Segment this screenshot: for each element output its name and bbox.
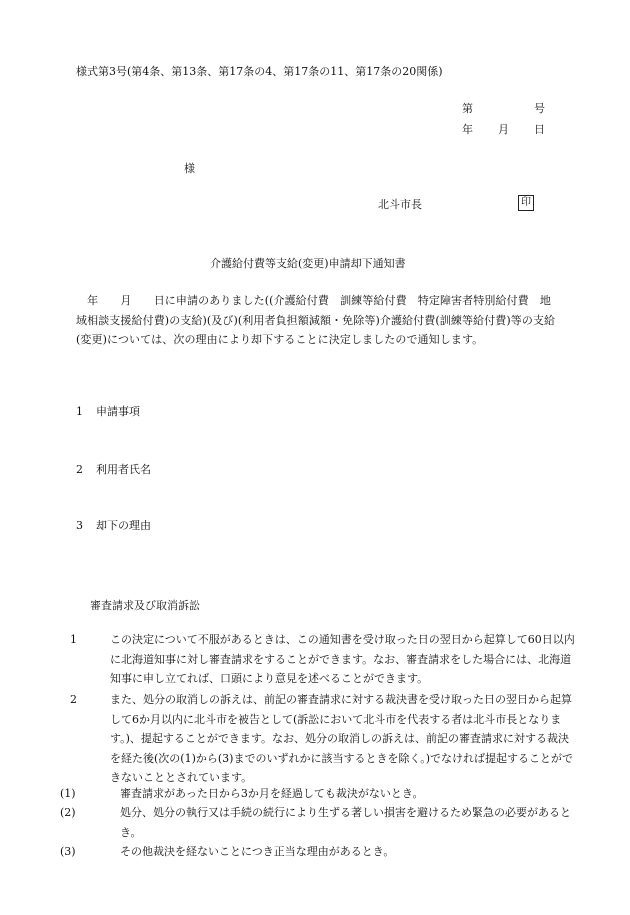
condition-1 xyxy=(60,784,586,804)
item-number: 3 xyxy=(76,519,83,532)
note-text: この決定について不服があるときは、この通知書を受け取った日の翌日から起算して60日以内に北海道知事に対し審査請求をすることができます。なお、審査請求をした場合には、北海道知事に申し立てれば、口頭により意見を述べることができます。 xyxy=(110,633,575,685)
document-number-prefix: 第 xyxy=(462,102,473,115)
appeal-note-2 xyxy=(70,690,576,788)
note-text: また、処分の取消しの訴えは、前記の審査請求に対する裁決書を受け取った日の翌日から起算して6か月以内に北斗市を被告として(訴訟において北斗市を代表する者は北斗市長となります。)、提起することができます。なお、処分の取消しの訴えは、前記の審査請求に対する裁決を経た後(次の(1)から(3)までのいずれかに該当するときを除く。)でなければ提起することができないこととされています。 xyxy=(110,693,574,784)
document-number-suffix: 号 xyxy=(534,102,545,115)
item-application-matter xyxy=(76,406,140,417)
item-number: 2 xyxy=(76,463,83,476)
item-rejection-reason xyxy=(76,520,151,531)
item-label: 申請事項 xyxy=(96,405,140,418)
item-user-name xyxy=(76,464,151,475)
intro-paragraph: 年 月 日に申請のありました((介護給付費 訓練等給付費 特定障害者特別給付費 地域相談支援給付費)の支給)(及び)(利用者負担額減額・免除等)介護給付費(訓練等給付費)等の支給(変更)については、次の理由により却下することに決定しましたので通知します。 xyxy=(76,294,556,346)
condition-text: その他裁決を経ないことにつき正当な理由があるとき。 xyxy=(120,845,395,858)
note-number: 1 xyxy=(70,633,77,646)
document-title: 介護給付費等支給(変更)申請却下通知書 xyxy=(210,257,406,270)
condition-number: (3) xyxy=(60,845,76,858)
date-line xyxy=(462,123,545,136)
date-year: 年 xyxy=(462,123,473,136)
condition-number: (2) xyxy=(60,806,76,819)
item-label: 利用者氏名 xyxy=(96,463,151,476)
document-number-line xyxy=(462,102,545,115)
date-month: 月 xyxy=(498,123,509,136)
issuer-name: 北斗市長 xyxy=(378,198,422,211)
item-label: 却下の理由 xyxy=(96,519,151,532)
item-number: 1 xyxy=(76,405,83,418)
addressee-suffix: 様 xyxy=(184,162,195,175)
condition-3 xyxy=(60,842,586,862)
condition-2 xyxy=(60,803,586,842)
appeal-note-1 xyxy=(70,630,576,689)
date-day: 日 xyxy=(534,123,545,136)
form-number: 様式第3号(第4条、第13条、第17条の4、第17条の11、第17条の20関係) xyxy=(76,65,443,78)
note-number: 2 xyxy=(70,693,77,706)
condition-number: (1) xyxy=(60,787,76,800)
condition-text: 処分、処分の執行又は手続の続行により生ずる著しい損害を避けるため緊急の必要があるとき。 xyxy=(120,806,571,839)
condition-text: 審査請求があった日から3か月を経過しても裁決がないとき。 xyxy=(120,787,424,800)
appeal-section-title: 審査請求及び取消訴訟 xyxy=(90,599,200,612)
seal-box: 印 xyxy=(518,195,534,211)
